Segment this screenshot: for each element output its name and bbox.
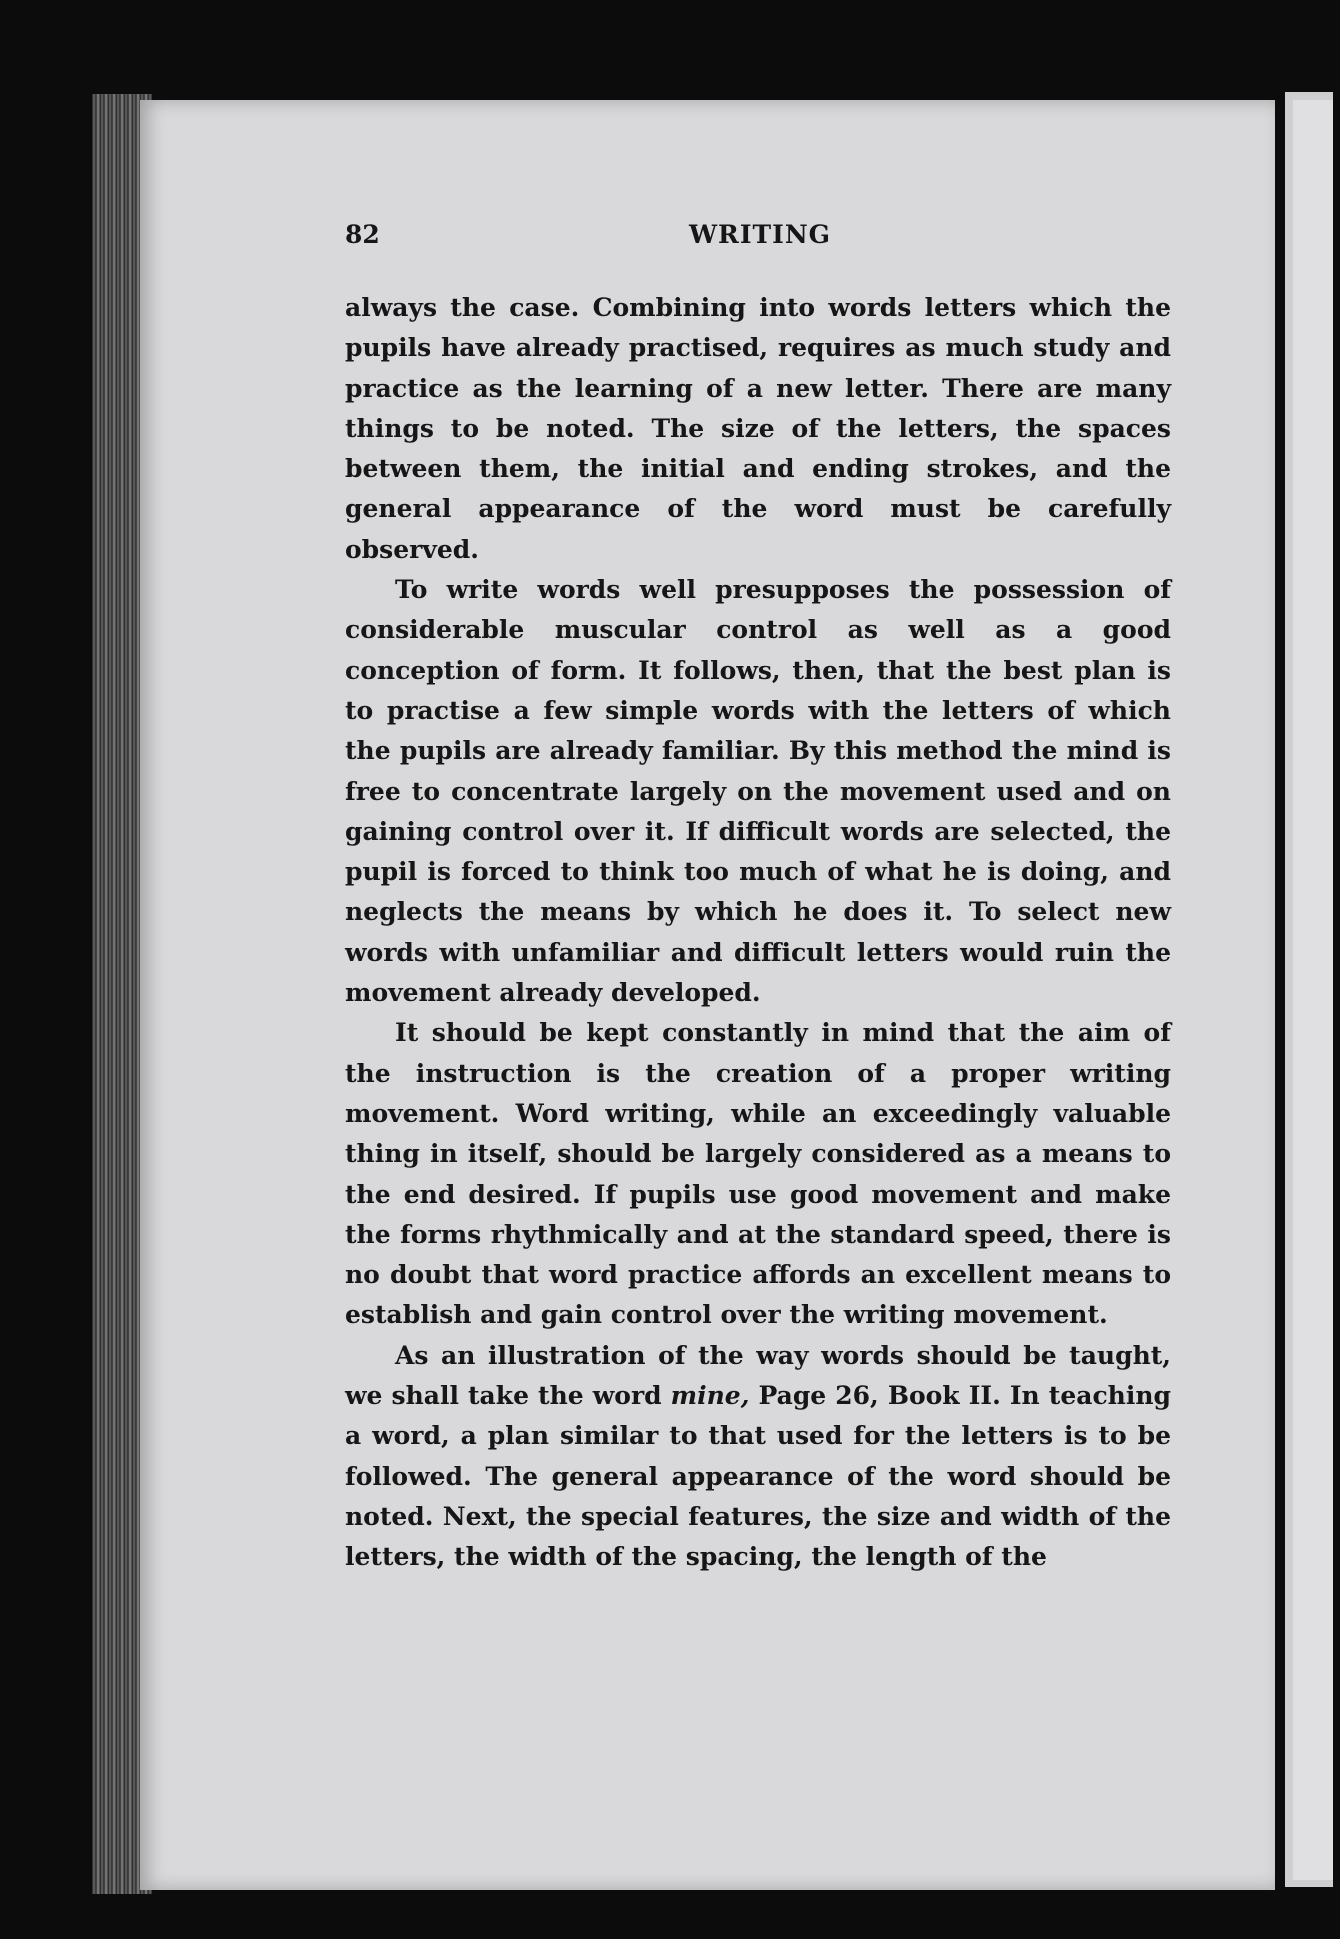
facing-page [1293,100,1333,1880]
paragraph: It should be kept constantly in mind that the aim of the instruction is the creation of a proper writing movement. Word writing, while an exceedingly valuable thing in itself, should be largely considered as a means to the end desired. If pupils use good movement and make the forms rhythmically and at the standard speed, there is no doubt that word practice affords an excellent means to establish and gain control over the writing movement. [345,1018,1171,1330]
paragraph: always the case. Combining into words letters which the pupils have already practised, requires as much study and practice as the learning of a new letter. There are many things to be noted. The size of the letters, the spaces between them, the initial and ending strokes, and the general appearance of the word must be carefully observed. [345,293,1171,564]
paragraph: To write words well presupposes the possession of considerable muscular control as well as a good conception of form. It follows, then, that the best plan is to practise a few simple words with the letters of which the pupils are already familiar. By this method the mind is free to concentrate largely on the movement used and on gaining control over it. If difficult words are selected, the pupil is forced to think too much of what he is doing, and neglects the means by which he does it. To select new words with unfamiliar and difficult letters would ruin the movement already developed. [345,575,1171,1008]
paragraph [345,1336,1171,1578]
page-number: 82 [345,220,380,249]
body-text [345,288,1171,1578]
page-header [345,220,1175,256]
running-head: WRITING [688,220,832,249]
paragraph-text: As an illustration of the way words should be taught, we shall take the word [345,1340,1171,1411]
paragraph-text: Page 26, Book II. In teaching a word, a plan similar to that used for the letters is to be followed. The general appearance of the word should be noted. Next, the special features, the size and width of the letters, the width of the spacing, the length of the [345,1381,1172,1572]
italic-word: mine, [670,1381,750,1411]
